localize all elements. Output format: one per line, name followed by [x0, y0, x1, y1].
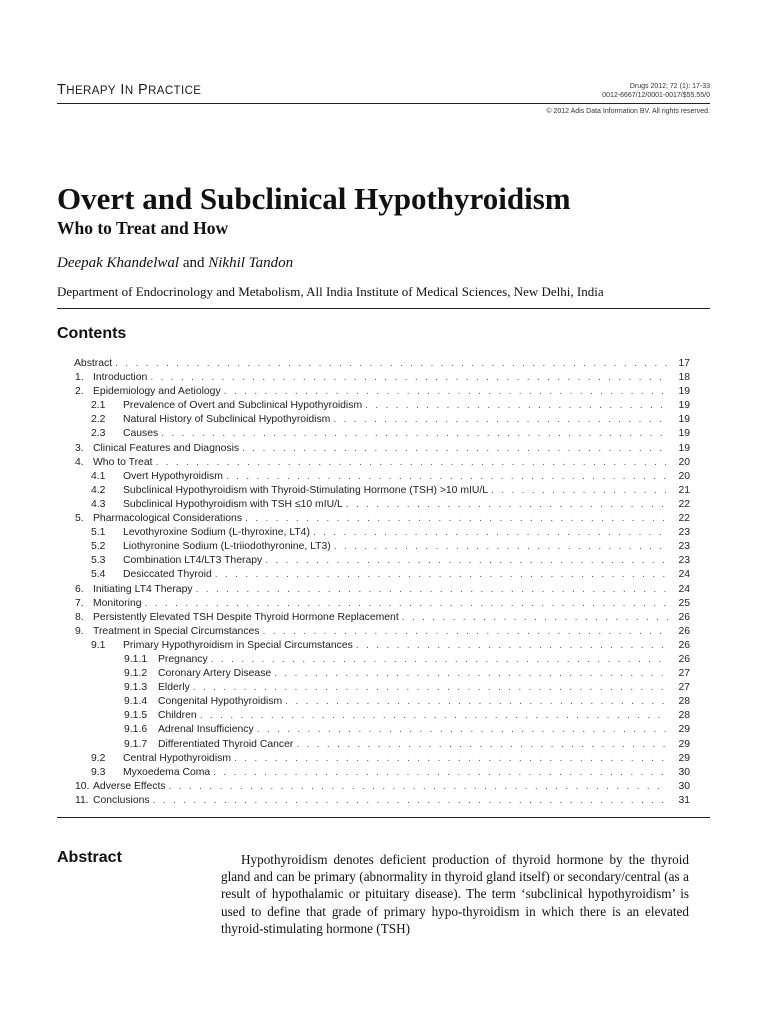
toc-entry[interactable] — [60, 385, 690, 399]
toc-entry[interactable] — [60, 583, 690, 597]
toc-entry-title: Subclinical Hypothyroidism with Thyroid-Stimulating Hormone (TSH) >10 mIU/L — [123, 484, 489, 496]
toc-entry-number: 9.1.6 — [124, 724, 148, 736]
toc-leader-dots — [242, 442, 668, 456]
toc-entry[interactable] — [60, 413, 690, 427]
toc-entry-number: 9.1.3 — [124, 682, 148, 694]
toc-entry-title: Introduction — [93, 372, 148, 384]
toc-entry-title: Myxoedema Coma — [123, 766, 211, 778]
toc-leader-dots — [234, 752, 668, 766]
toc-entry-title: Pharmacological Considerations — [93, 513, 243, 525]
toc-entry-page: 27 — [678, 668, 690, 680]
toc-leader-dots — [150, 371, 668, 385]
contents-rule — [57, 817, 710, 818]
toc-entry-title: Differentiated Thyroid Cancer — [158, 738, 294, 750]
toc-entry[interactable] — [60, 667, 690, 681]
toc-entry-number — [60, 597, 93, 611]
toc-entry-title: Overt Hypothyroidism — [123, 470, 223, 482]
toc-entry[interactable] — [60, 526, 690, 540]
toc-entry-number-text: 10. — [75, 780, 90, 792]
journal-label-cap-1: T — [57, 82, 67, 98]
toc-entry[interactable] — [60, 611, 690, 625]
toc-leader-dots — [245, 512, 668, 526]
toc-entry-page: 22 — [678, 498, 690, 510]
toc-leader-dots — [356, 639, 668, 653]
toc-entry[interactable] — [60, 625, 690, 639]
toc-entry-page: 26 — [678, 625, 690, 637]
author-1: Deepak Khandelwal — [57, 255, 180, 271]
toc-leader-dots — [193, 681, 668, 695]
toc-entry-page: 19 — [678, 400, 690, 412]
toc-entry-title: Causes — [123, 428, 159, 440]
header-rule — [57, 103, 710, 104]
toc-leader-dots — [491, 484, 668, 498]
toc-entry-number — [60, 442, 93, 456]
article-title: Overt and Subclinical Hypothyroidism — [57, 181, 571, 216]
abstract-heading: Abstract — [57, 849, 122, 866]
toc-entry-title: Conclusions — [93, 794, 150, 806]
toc-entry[interactable] — [60, 681, 690, 695]
toc-leader-dots — [211, 653, 668, 667]
toc-leader-dots — [334, 540, 668, 554]
toc-entry[interactable] — [60, 470, 690, 484]
toc-entry-page: 19 — [678, 428, 690, 440]
toc-leader-dots — [333, 413, 668, 427]
toc-entry-page: 24 — [678, 569, 690, 581]
toc-entry-title: Natural History of Subclinical Hypothyroidism — [123, 414, 331, 426]
toc-entry-number: 9.1.2 — [124, 668, 148, 680]
toc-entry-number-text: 7. — [75, 597, 84, 609]
toc-entry[interactable] — [60, 752, 690, 766]
toc-entry-page: 26 — [678, 653, 690, 665]
toc-entry-title: Children — [158, 710, 197, 722]
journal-label-rest-3: RACTICE — [148, 85, 202, 97]
toc-entry-title: Who to Treat — [93, 456, 153, 468]
toc-leader-dots — [265, 554, 668, 568]
toc-leader-dots — [296, 738, 668, 752]
toc-entry-number: 9.1.5 — [124, 710, 148, 722]
toc-entry-page: 18 — [678, 372, 690, 384]
toc-leader-dots — [226, 470, 668, 484]
toc-entry-page: 24 — [678, 583, 690, 595]
issn: 0012-6667/12/0001-0017/$55.55/0 — [602, 92, 710, 99]
toc-entry-title: Subclinical Hypothyroidism with TSH ≤10 mIU/L — [123, 498, 343, 510]
toc-entry[interactable] — [60, 498, 690, 512]
journal-label-rest-2: N — [124, 85, 134, 97]
toc-entry-page: 28 — [678, 710, 690, 722]
title-rule — [57, 308, 710, 309]
article-subtitle: Who to Treat and How — [57, 218, 229, 238]
toc-entry-number — [60, 611, 93, 625]
toc-entry-number — [60, 780, 93, 794]
toc-entry-number: 5.4 — [91, 569, 106, 581]
toc-entry-number — [60, 583, 93, 597]
toc-entry-number: 5.1 — [91, 527, 106, 539]
authors — [57, 255, 293, 272]
table-of-contents — [60, 357, 690, 808]
contents-heading: Contents — [57, 325, 127, 342]
toc-entry[interactable] — [60, 568, 690, 582]
toc-leader-dots — [155, 456, 668, 470]
toc-entry-title: Congenital Hypothyroidism — [158, 696, 283, 708]
toc-entry-title: Adrenal Insufficiency — [158, 724, 254, 736]
toc-entry-page: 30 — [678, 766, 690, 778]
affiliation: Department of Endocrinology and Metabolism, All India Institute of Medical Sciences, New Delhi, India — [57, 284, 604, 299]
toc-entry[interactable] — [60, 554, 690, 568]
toc-leader-dots — [196, 583, 668, 597]
toc-entry[interactable] — [60, 442, 690, 456]
toc-entry-number: 9.1.1 — [124, 653, 148, 665]
citation: Drugs 2012; 72 (1): 17-33 — [629, 83, 710, 90]
toc-entry-number: 9.1 — [91, 639, 106, 651]
toc-entry-number: 4.2 — [91, 484, 106, 496]
toc-leader-dots — [200, 709, 668, 723]
toc-leader-dots — [215, 568, 668, 582]
toc-entry-number — [60, 512, 93, 526]
toc-entry-page: 21 — [678, 484, 690, 496]
toc-entry[interactable] — [60, 709, 690, 723]
toc-entry-title: Persistently Elevated TSH Despite Thyroid Hormone Replacement — [93, 611, 399, 623]
toc-entry-page: 19 — [678, 442, 690, 454]
toc-entry-title: Liothyronine Sodium (L-triiodothyronine, LT3) — [123, 541, 331, 553]
toc-entry-number-text: 4. — [75, 456, 84, 468]
copyright: © 2012 Adis Data Information BV. All rights reserved. — [546, 108, 710, 115]
toc-entry-number: 2.2 — [91, 414, 106, 426]
toc-entry-number-text: 5. — [75, 513, 84, 525]
author-2: Nikhil Tandon — [208, 255, 294, 271]
toc-leader-dots — [153, 794, 668, 808]
toc-entry-page: 23 — [678, 555, 690, 567]
toc-entry-number — [60, 456, 93, 470]
toc-entry-number-text: 3. — [75, 442, 84, 454]
toc-entry-page: 26 — [678, 611, 690, 623]
toc-entry-page: 25 — [678, 597, 690, 609]
toc-entry[interactable] — [60, 597, 690, 611]
toc-leader-dots — [257, 723, 668, 737]
citation-block — [602, 82, 710, 100]
toc-entry-title: Central Hypothyroidism — [123, 752, 231, 764]
toc-entry-title: Initiating LT4 Therapy — [93, 583, 193, 595]
toc-leader-dots — [169, 780, 668, 794]
toc-entry-title: Combination LT4/LT3 Therapy — [123, 555, 263, 567]
toc-entry-number: 9.3 — [91, 766, 106, 778]
toc-entry-page: 23 — [678, 527, 690, 539]
toc-leader-dots — [365, 399, 668, 413]
toc-entry-page: 19 — [678, 414, 690, 426]
toc-entry-title: Pregnancy — [158, 653, 208, 665]
toc-entry-title: Clinical Features and Diagnosis — [93, 442, 240, 454]
toc-entry-number-text: 8. — [75, 611, 84, 623]
toc-leader-dots — [224, 385, 668, 399]
toc-entry-number: 9.2 — [91, 752, 106, 764]
toc-entry-number — [60, 625, 93, 639]
toc-entry[interactable] — [60, 484, 690, 498]
toc-entry[interactable] — [60, 653, 690, 667]
toc-entry-number — [60, 385, 93, 399]
toc-entry-page: 28 — [678, 696, 690, 708]
toc-entry[interactable] — [60, 371, 690, 385]
toc-entry-title: Elderly — [158, 682, 190, 694]
toc-entry-number: 9.1.7 — [124, 738, 148, 750]
toc-entry-title: Primary Hypothyroidism in Special Circumstances — [123, 639, 353, 651]
toc-entry[interactable] — [60, 794, 690, 808]
toc-entry[interactable] — [60, 399, 690, 413]
toc-entry-title: Epidemiology and Aetiology — [93, 386, 221, 398]
journal-label-cap-3: P — [138, 82, 149, 98]
toc-leader-dots — [285, 695, 668, 709]
toc-entry-page: 29 — [678, 724, 690, 736]
toc-entry[interactable] — [60, 723, 690, 737]
journal-label-rest-1: HERAPY — [66, 85, 116, 97]
toc-entry-title: Desiccated Thyroid — [123, 569, 212, 581]
abstract-text: Hypothyroidism denotes deficient production of thyroid hormone by the thyroid gland and can be primary (abnormality in thyroid gland itself) or secondary/central (as a result of hypothalamic or pituitary disease). The term ‘subclinical hypothyroidism’ is used to define that grade of primary hypo-thyroidism in which there is an elevated thyroid-stimulating hormone (TSH) — [221, 852, 689, 936]
toc-entry[interactable] — [60, 695, 690, 709]
toc-leader-dots — [145, 597, 668, 611]
toc-entry[interactable] — [60, 427, 690, 441]
toc-entry[interactable] — [60, 766, 690, 780]
toc-entry-number-text: 6. — [75, 583, 84, 595]
toc-leader-dots — [402, 611, 668, 625]
journal-label-cap-2: I — [120, 82, 125, 98]
toc-entry-title: Adverse Effects — [93, 780, 166, 792]
toc-entry-page: 17 — [678, 358, 690, 369]
toc-entry-number-text: 1. — [75, 372, 84, 384]
toc-entry-title: Levothyroxine Sodium (L-thyroxine, LT4) — [123, 527, 310, 539]
author-conjunction: and — [179, 255, 209, 271]
toc-leader-dots — [161, 427, 668, 441]
toc-entry-number — [60, 794, 93, 808]
toc-leader-dots — [313, 526, 668, 540]
toc-entry-page: 22 — [678, 513, 690, 525]
toc-entry[interactable] — [60, 456, 690, 470]
toc-entry-title: Prevalence of Overt and Subclinical Hypothyroidism — [123, 400, 363, 412]
toc-entry-page: 20 — [678, 456, 690, 468]
toc-entry-number: 4.1 — [91, 470, 106, 482]
toc-entry-number: 5.2 — [91, 541, 106, 553]
toc-entry-page: 20 — [678, 470, 690, 482]
toc-entry-title: Coronary Artery Disease — [158, 668, 272, 680]
toc-entry-title: Monitoring — [93, 597, 142, 609]
toc-entry-number-text: 2. — [75, 386, 84, 398]
toc-entry-number — [60, 371, 93, 385]
toc-entry-number: 4.3 — [91, 498, 106, 510]
toc-entry-page: 31 — [678, 794, 690, 806]
toc-leader-dots — [213, 766, 668, 780]
toc-entry-page: 30 — [678, 780, 690, 792]
toc-entry-number: 5.3 — [91, 555, 106, 567]
toc-entry-title: Treatment in Special Circumstances — [93, 625, 260, 637]
toc-leader-dots — [346, 498, 668, 512]
toc-entry[interactable] — [60, 512, 690, 526]
toc-entry[interactable] — [60, 738, 690, 752]
toc-entry-number-text: 11. — [75, 794, 89, 806]
toc-entry-title: Abstract — [74, 358, 113, 369]
toc-leader-dots — [263, 625, 668, 639]
toc-entry-number: 2.3 — [91, 428, 106, 440]
toc-entry-page: 23 — [678, 541, 690, 553]
toc-leader-dots — [115, 357, 668, 371]
toc-entry-page: 19 — [678, 386, 690, 398]
toc-leader-dots — [274, 667, 668, 681]
toc-entry-page: 29 — [678, 738, 690, 750]
toc-entry-page: 26 — [678, 639, 690, 651]
toc-entry-page: 27 — [678, 682, 690, 694]
toc-entry[interactable] — [60, 357, 690, 371]
journal-section-label — [57, 82, 201, 98]
toc-entry[interactable] — [60, 780, 690, 794]
toc-entry-number: 9.1.4 — [124, 696, 148, 708]
toc-entry[interactable] — [60, 639, 690, 653]
toc-entry-page: 29 — [678, 752, 690, 764]
toc-entry[interactable] — [60, 540, 690, 554]
toc-entry-number-text: 9. — [75, 625, 84, 637]
toc-entry-number: 2.1 — [91, 400, 106, 412]
